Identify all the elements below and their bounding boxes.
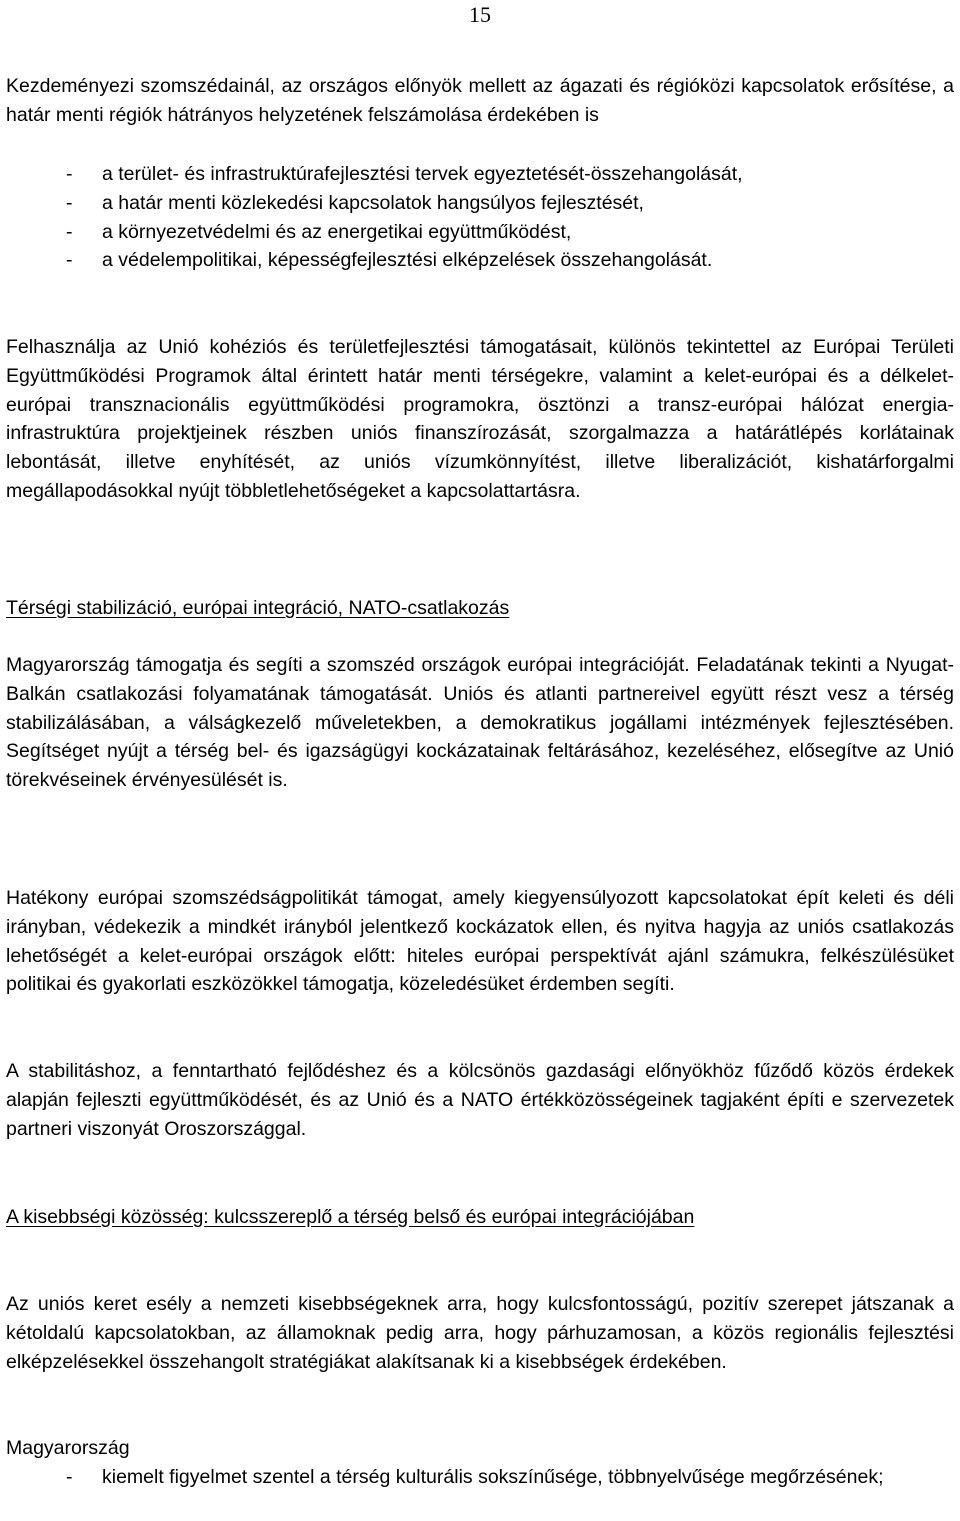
list-item-text: a terület- és infrastruktúrafejlesztési tervek egyeztetését-összehangolását,	[102, 163, 743, 185]
list-item	[6, 160, 954, 189]
list-dash: -	[66, 1466, 73, 1488]
list-dash: -	[66, 191, 73, 214]
stability-paragraph: A stabilitáshoz, a fenntartható fejlődéshez és a kölcsönös gazdasági előnyökhöz fűződő közös érdekek alapján fejleszti együttműködését, és az Unió és a NATO értékközösségeinek tagjaként építi e szervezetek partneri viszonyát Oroszországgal.	[6, 1060, 954, 1140]
cohesion-paragraph: Felhasználja az Unió kohéziós és területfejlesztési támogatásait, különös tekintettel az Európai Területi Együttműködési Programok által érintett határ menti térségekre, valamint a kelet-európai és a délkelet-európai transznacionális együttműködési programokra, ösztönzi a transz-európai hálózat energia-infrastruktúra projektjeinek részben uniós finanszírozását, szorgalmazza a határátlépés korlátainak lebontását, illetve enyhítését, az uniós vízumkönnyítést, illetve liberalizációt, kishatárforgalmi megállapodásokkal nyújt többletlehetőségeket a kapcsolattartásra.	[6, 336, 954, 502]
integration-paragraph: Magyarország támogatja és segíti a szomszéd országok európai integrációját. Feladatának tekinti a Nyugat-Balkán csatlakozási folyamatának támogatását. Uniós és atlanti partnereivel együtt részt vesz a térség stabilizálásában, a válságkezelő műveletekben, a demokratikus jogállami intézmények fejlesztésében. Segítséget nyújt a térség bel- és igazságügyi kockázatainak feltárásához, kezeléséhez, elősegítve az Unió törekvéseinek érvényesülését is.	[6, 654, 954, 792]
list-item-text: kiemelt figyelmet szentel a térség kulturális sokszínűsége, többnyelvűsége megőrzésének;	[102, 1466, 884, 1488]
hungary-bullet-list	[6, 1463, 954, 1492]
list-item-text: a védelempolitikai, képességfejlesztési elképzelések összehangolását.	[102, 249, 713, 272]
intro-paragraph: Kezdeményezi szomszédainál, az országos előnyök mellett az ágazati és régióközi kapcsolatok erősítése, a határ menti régiók hátrányos helyzetének felszámolása érdekében is	[6, 75, 954, 126]
list-dash: -	[66, 249, 73, 272]
list-dash: -	[66, 220, 73, 243]
neighbourhood-paragraph: Hatékony európai szomszédságpolitikát támogat, amely kiegyensúlyozott kapcsolatokat épít keleti és déli irányban, védekezik a mindkét irányból jelentkező kockázatok ellen, és nyitva hagyja az uniós csatlakozás lehetőségét a kelet-európai országok előtt: hiteles európai perspektívát ajánl számukra, felkészülésüket politikai és gyakorlati eszközökkel támogatja, közeledésüket érdemben segíti.	[6, 887, 954, 996]
intro-bullet-list	[6, 160, 954, 275]
list-item	[6, 189, 954, 218]
minority-paragraph: Az uniós keret esély a nemzeti kisebbségeknek arra, hogy kulcsfontosságú, pozitív szerepet játszanak a kétoldalú kapcsolatokban, az államoknak pedig arra, hogy párhuzamosan, a közös regionális fejlesztési elképzelésekkel összehangolt stratégiákat alakítsanak ki a kisebbségek érdekében.	[6, 1293, 954, 1373]
section-heading-minority: A kisebbségi közösség: kulcsszereplő a térség belső és európai integrációjában	[6, 1206, 695, 1228]
list-dash: -	[66, 163, 73, 185]
list-item	[6, 218, 954, 247]
hungary-label: Magyarország	[6, 1437, 130, 1459]
list-item	[6, 246, 954, 275]
list-item-text: a határ menti közlekedési kapcsolatok hangsúlyos fejlesztését,	[102, 191, 644, 214]
section-heading-stabilization: Térségi stabilizáció, európai integráció, NATO-csatlakozás	[6, 597, 510, 619]
list-item	[6, 1463, 954, 1492]
page-number: 15	[469, 2, 491, 27]
list-item-text: a környezetvédelmi és az energetikai együttműködést,	[102, 220, 572, 243]
